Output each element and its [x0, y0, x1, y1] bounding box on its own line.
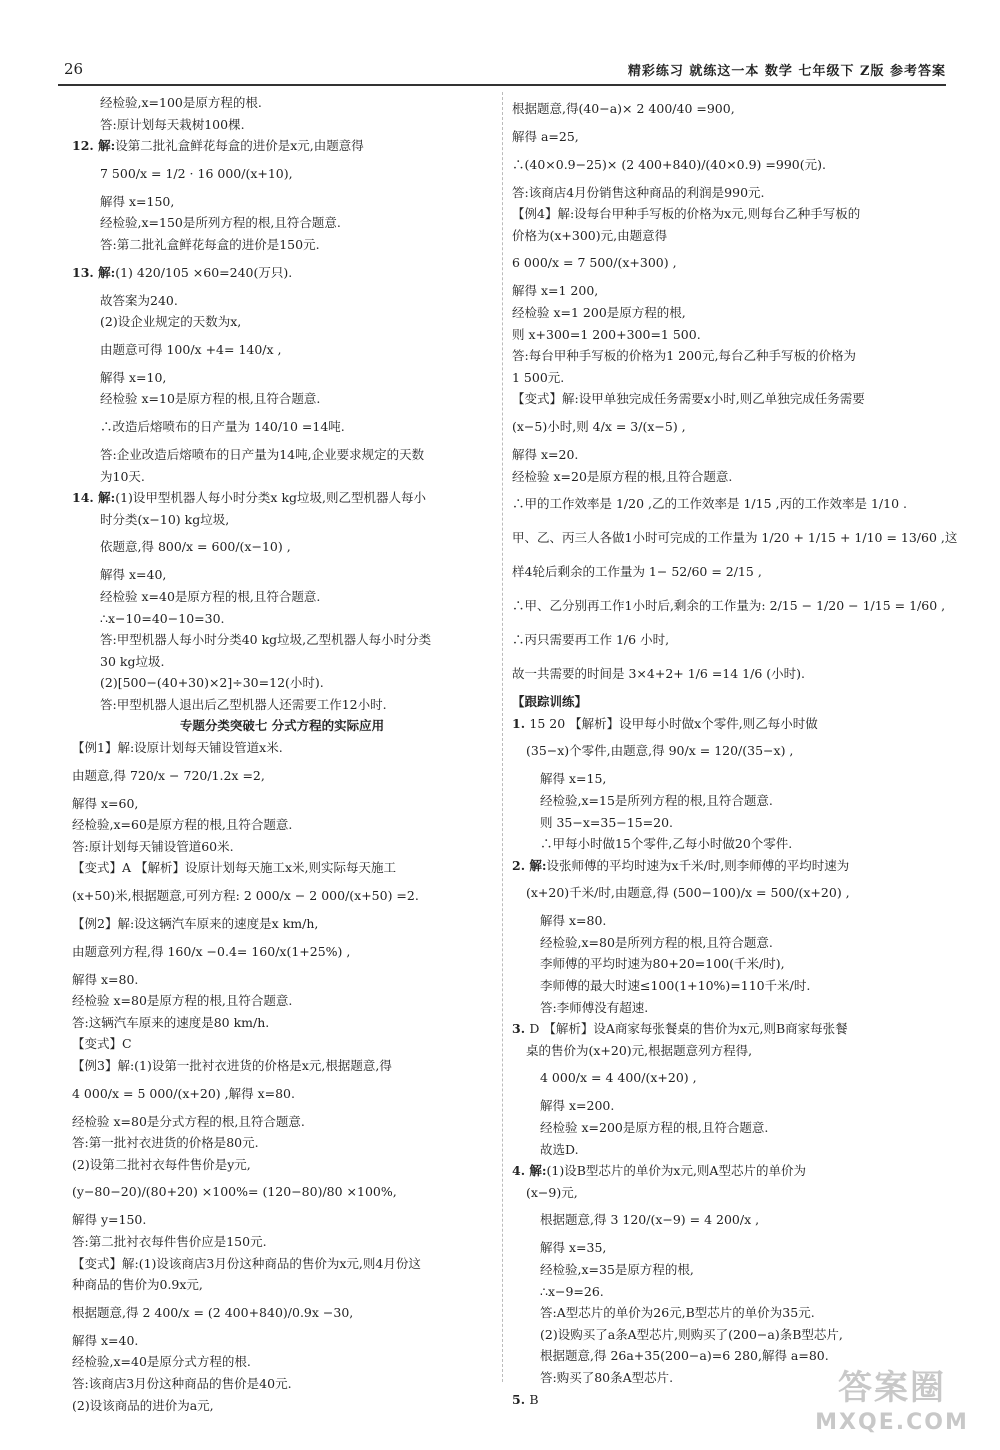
right-text-line: 6 000/x = 7 500/(x+300) , [512, 255, 677, 271]
left-text-line: 7 500/x = 1/2 · 16 000/(x+10), [100, 165, 293, 181]
left-text-line: (x+50)米,根据题意,可列方程: 2 000/x − 2 000/(x+50) =2. [72, 888, 419, 904]
left-column [72, 92, 492, 1413]
left-text-line: 解得 x=60, [72, 795, 139, 811]
right-text-line: 答:李师傅没有超速. [540, 999, 649, 1015]
left-text-line: 解得 x=150, [100, 193, 175, 209]
running-title: 精彩练习 就练这一本 数学 七年级下 Z版 参考答案 [627, 64, 946, 79]
right-text-line: 经检验,x=80是所列方程的根,且符合题意. [540, 934, 773, 950]
left-text-line: 时分类(x−10) kg垃圾, [100, 511, 230, 527]
left-text-line: ∴改造后熔喷布的日产量为 140/10 =14吨. [100, 418, 345, 434]
right-text-line: ∴丙只需要再工作 1/6 小时, [512, 632, 670, 648]
left-text-line: 答:原计划每天铺设管道60米. [72, 838, 234, 854]
page-header [58, 58, 946, 86]
right-text-line: (35−x)个零件,由题意,得 90/x = 120/(35−x) , [526, 743, 794, 759]
right-text-line: 解得 x=20. [512, 446, 579, 462]
right-text-line: 答:A型芯片的单价为26元,B型芯片的单价为35元. [540, 1305, 815, 1321]
right-text-line: 根据题意,得 26a+35(200−a)=6 280,解得 a=80. [540, 1348, 829, 1364]
watermark-url: MXQE.COM [815, 1410, 969, 1435]
left-text-line: 经检验,x=60是原方程的根,且符合题意. [72, 817, 293, 833]
left-text-line: 经检验,x=150是所列方程的根,且符合题意. [100, 215, 341, 231]
left-text-line: 4 000/x = 5 000/(x+20) ,解得 x=80. [72, 1085, 295, 1101]
right-text-line: 故一共需要的时间是 3×4+2+ 1/6 =14 1/6 (小时). [512, 666, 805, 682]
right-text-line: 解得 a=25, [512, 129, 579, 144]
left-text-line: 种商品的售价为0.9x元, [72, 1277, 203, 1293]
right-text-line: ∴x−9=26. [540, 1283, 604, 1299]
question-number: 3. [512, 1021, 530, 1037]
right-text-line: ∴(40×0.9−25)× (2 400+840)/(40×0.9) =990(元). [512, 156, 826, 172]
left-text-line: 答:该商店3月份这种商品的售价是40元. [72, 1375, 292, 1391]
right-text-line: 根据题意,得 3 120/(x−9) = 4 200/x , [540, 1212, 760, 1228]
right-text-line: 李师傅的最大时速≤100(1+10%)=110千米/时. [540, 978, 811, 994]
right-text-line: 【变式】解:设甲单独完成任务需要x小时,则乙单独完成任务需要 [512, 391, 865, 407]
right-text-line: 解得 x=80. [540, 913, 607, 929]
left-text-line: 经检验,x=100是原方程的根. [100, 95, 262, 110]
right-text-line: (x−5)小时,则 4/x = 3/(x−5) , [512, 418, 686, 434]
left-text-line: 答:这辆汽车原来的速度是80 km/h. [72, 1014, 270, 1030]
page-number: 26 [64, 60, 84, 78]
left-text-line: 解得 x=10, [100, 369, 167, 385]
right-text-line: 4. 解:(1)设B型芯片的单价为x元,则A型芯片的单价为 [512, 1163, 806, 1179]
left-text-line: (2)设企业规定的天数为x, [100, 314, 242, 330]
right-text-line: 根据题意,得(40−a)× 2 400/40 =900, [512, 101, 735, 116]
left-text-line: 解得 x=40, [100, 567, 167, 583]
right-text-line: 2. 解:设张师傅的平均时速为x千米/时,则李师傅的平均时速为 [512, 857, 850, 873]
right-text-line: 解得 x=1 200, [512, 283, 599, 299]
left-text-line: 专题分类突破七 分式方程的实际应用 [179, 718, 385, 734]
left-text-line: 答:企业改造后熔喷布的日产量为14吨,企业要求规定的天数 [100, 446, 425, 462]
right-text-line: 则 35−x=35−15=20. [540, 814, 674, 830]
left-text-line: 为10天. [100, 468, 145, 484]
left-text-line: (2)设第二批衬衣每件售价是y元, [72, 1156, 251, 1172]
left-text-line: 答:第二批礼盒鲜花每盒的进价是150元. [100, 236, 320, 252]
question-number: 1. [512, 715, 530, 731]
left-text-line: 14. 解:(1)设甲型机器人每小时分类x kg垃圾,则乙型机器人每小 [72, 490, 426, 506]
watermark-logo [812, 1366, 972, 1440]
right-text-line: 解得 x=200. [540, 1098, 615, 1114]
left-text-line: 【例1】解:设原计划每天铺设管道x米. [72, 740, 283, 756]
right-text-line: (x−9)元, [526, 1184, 578, 1200]
left-text-line: 故答案为240. [100, 292, 178, 308]
left-text-line: 经检验 x=80是分式方程的根,且符合题意. [72, 1113, 305, 1129]
left-text-line: (2)设该商品的进价为a元, [72, 1397, 214, 1413]
right-text-line: 答:该商店4月份销售这种商品的利润是990元. [512, 184, 765, 200]
left-text-line: (y−80−20)/(80+20) ×100%= (120−80)/80 ×100%, [72, 1184, 397, 1200]
right-text-line: 答:购买了80条A型芯片. [540, 1369, 674, 1385]
left-text-line: 经检验 x=10是原方程的根,且符合题意. [100, 391, 321, 407]
left-text-line: 【变式】A 【解析】设原计划每天施工x米,则实际每天施工 [72, 860, 397, 876]
right-text-line: 经检验 x=20是原方程的根,且符合题意. [512, 468, 733, 484]
right-text-line: ∴甲、乙分别再工作1小时后,剩余的工作量为: 2/15 − 1/20 − 1/15 = 1/60 , [512, 598, 946, 614]
left-text-line: 由题意,得 720/x − 720/1.2x =2, [72, 767, 265, 783]
left-text-line: 答:甲型机器人退出后乙型机器人还需要工作12小时. [100, 696, 387, 712]
left-text-line: (2)[500−(40+30)×2]÷30=12(小时). [100, 675, 324, 691]
right-text-line: 桌的售价为(x+20)元,根据题意列方程得, [526, 1042, 753, 1058]
left-text-line: 由题意可得 100/x +4= 140/x , [100, 341, 282, 357]
left-text-line: 依题意,得 800/x = 600/(x−10) , [100, 539, 291, 555]
right-text-line: (x+20)千米/时,由题意,得 (500−100)/x = 500/(x+20) , [526, 885, 850, 901]
question-number: 14. 解: [72, 490, 116, 506]
question-number: 5. [512, 1391, 530, 1407]
right-text-line: 经检验 x=200是原方程的根,且符合题意. [540, 1120, 769, 1136]
left-text-line: 答:甲型机器人每小时分类40 kg垃圾,乙型机器人每小时分类 [100, 632, 432, 648]
left-text-line: 答:原计划每天栽树100棵. [100, 116, 245, 132]
right-text-line: 价格为(x+300)元,由题意得 [512, 227, 668, 243]
left-text-line: 经检验 x=80是原方程的根,且符合题意. [72, 993, 293, 1009]
right-text-line: 1. 15 20 【解析】设甲每小时做x个零件,则乙每小时做 [512, 715, 818, 731]
question-number: 4. 解: [512, 1163, 547, 1179]
right-text-line: ∴甲的工作效率是 1/20 ,乙的工作效率是 1/15 ,丙的工作效率是 1/10 . [512, 496, 907, 512]
right-text-line: 1 500元. [512, 369, 565, 385]
right-text-line: 故选D. [540, 1141, 579, 1157]
right-text-line: 样4轮后剩余的工作量为 1− 52/60 = 2/15 , [512, 564, 762, 580]
left-text-line: 答:第二批衬衣每件售价应是150元. [72, 1233, 267, 1249]
question-number: 2. 解: [512, 857, 547, 873]
right-text-line: 甲、乙、丙三人各做1小时可完成的工作量为 1/20 + 1/15 + 1/10 = 13/60 ,这 [512, 530, 958, 546]
column-divider [502, 92, 503, 1382]
right-text-line: 解得 x=35, [540, 1240, 607, 1256]
question-number: 13. 解: [72, 264, 116, 280]
right-text-line: 【例4】解:设每台甲种手写板的价格为x元,则每台乙种手写板的 [512, 206, 861, 222]
left-text-line: 解得 y=150. [72, 1212, 147, 1228]
left-text-line: 【例3】解:(1)设第一批衬衣进货的价格是x元,根据题意,得 [72, 1058, 392, 1073]
left-text-line: 答:第一批衬衣进货的价格是80元. [72, 1135, 259, 1151]
question-number: 12. 解: [72, 138, 116, 154]
left-text-line: 根据题意,得 2 400/x = (2 400+840)/0.9x −30, [72, 1304, 354, 1320]
right-text-line: 【跟踪训练】 [512, 694, 588, 710]
right-text-line: ∴甲每小时做15个零件,乙每小时做20个零件. [540, 836, 793, 852]
watermark-text: 答案圈 [838, 1368, 946, 1408]
right-text-line: 经检验 x=1 200是原方程的根, [512, 304, 686, 320]
left-text-line: 【变式】C [72, 1036, 132, 1052]
left-text-line: 解得 x=40. [72, 1332, 139, 1348]
right-text-line: 3. D 【解析】设A商家每张餐桌的售价为x元,则B商家每张餐 [512, 1021, 848, 1037]
right-text-line: 则 x+300=1 200+300=1 500. [512, 326, 701, 342]
left-text-line: 经检验,x=40是原分式方程的根. [72, 1354, 251, 1370]
left-text-line: 由题意列方程,得 160/x −0.4= 160/x(1+25%) , [72, 943, 351, 959]
right-text-line: 经检验,x=15是所列方程的根,且符合题意. [540, 792, 773, 808]
left-text-line: ∴x−10=40−10=30. [100, 610, 225, 626]
right-text-line: 5. B [512, 1391, 539, 1407]
left-text-line: 解得 x=80. [72, 971, 139, 987]
right-text-line: 4 000/x = 4 400/(x+20) , [540, 1070, 697, 1086]
left-text-line: 13. 解:(1) 420/105 ×60=240(万只). [72, 264, 293, 280]
right-text-line: 解得 x=15, [540, 771, 607, 787]
left-text-line: 12. 解:设第二批礼盒鲜花每盒的进价是x元,由题意得 [72, 138, 364, 154]
left-text-line: 经检验 x=40是原方程的根,且符合题意. [100, 588, 321, 604]
left-text-line: 【变式】解:(1)设该商店3月份这种商品的售价为x元,则4月份这 [72, 1255, 421, 1271]
right-text-line: 答:每台甲种手写板的价格为1 200元,每台乙种手写板的价格为 [512, 348, 856, 364]
right-text-line: (2)设购买了a条A型芯片,则购买了(200−a)条B型芯片, [540, 1326, 843, 1342]
right-text-line: 李师傅的平均时速为80+20=100(千米/时), [540, 956, 785, 972]
left-text-line: 【例2】解:设这辆汽车原来的速度是x km/h, [72, 916, 319, 932]
left-text-line: 30 kg垃圾. [100, 653, 165, 669]
right-text-line: 经检验,x=35是原方程的根, [540, 1262, 694, 1277]
